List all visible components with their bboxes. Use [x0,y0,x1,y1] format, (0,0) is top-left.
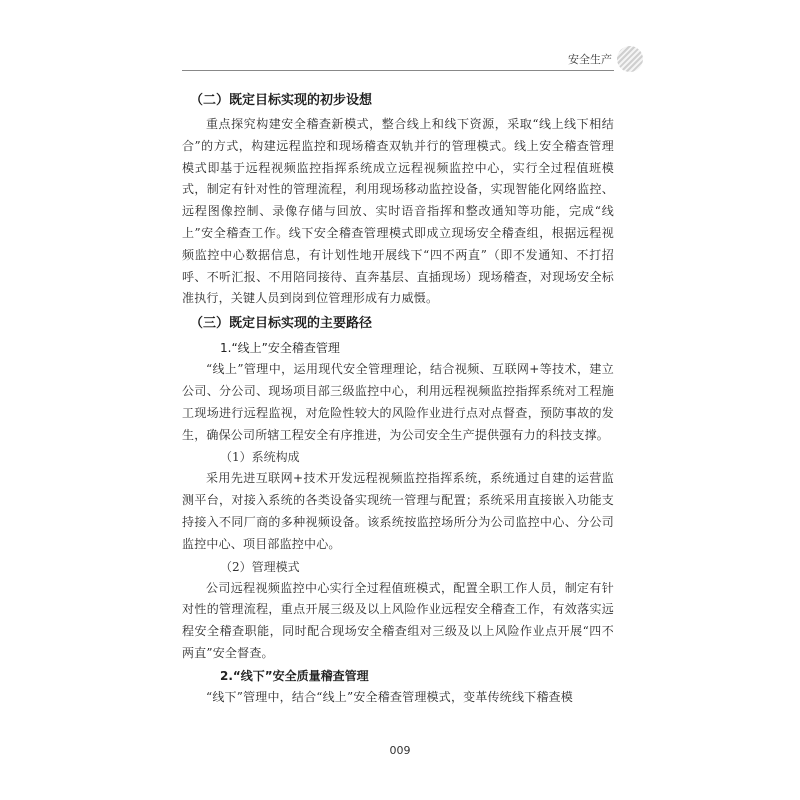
section-label: 安全生产 [568,53,612,66]
body-paragraph: 采用先进互联网+技术开发远程视频监控指挥系统，系统通过自建的运营监测平台，对接入系统的各类设备实现统一管理与配置；系统采用直接嵌入功能支持接入不同厂商的多种视频设备。该系统按监控场所分为公司监控中心、分公司监控中心、项目部监控中心。 [182,471,614,551]
section-heading-3: （三）既定目标实现的主要路径 [190,316,373,332]
section-heading-2: （二）既定目标实现的初步设想 [190,93,373,108]
item-title-management: （2）管理模式 [220,559,300,574]
body-paragraph: “线上”管理中，运用现代安全管理理论，结合视频、互联网+等技术，建立公司、分公司、现场项目部三级监控中心，利用远程视频监控指挥系统对工程施工现场进行远程监视，对危险性较大的风险作业进行点对点督查，预防事故的发生，确保公司所辖工程安全有序推进，为公司安全生产提供强有力的科技支撑。 [182,362,614,442]
body-paragraph: 公司远程视频监控中心实行全过程值班模式，配置全职工作人员，制定有针对性的管理流程，重点开展三级及以上风险作业远程安全稽查工作，有效落实远程安全稽查职能，同时配合现场安全稽查组对三级及以上风险作业点开展“四不两直”安全督查。 [182,580,614,660]
page-number: 009 [389,744,411,757]
header-divider [182,70,614,71]
page-header [0,0,800,80]
body-paragraph: “线下”管理中，结合“线上”安全稽查管理模式，变革传统线下稽查模 [206,689,573,704]
subsection-title-online: 1.“线上”安全稽查管理 [220,341,340,356]
body-paragraph: 重点探究构建安全稽查新模式，整合线上和线下资源，采取“线上线下相结合”的方式，构建远程监控和现场稽查双轨并行的管理模式。线上安全稽查管理模式即基于远程视频监控指挥系统成立远程视频监控中心，实行全过程值班模式，制定有针对性的管理流程，利用现场移动监控设备，实现智能化网络监控、远程图像控制、录像存储与回放、实时语音指挥和整改通知等功能，完成“线上”安全稽查工作。线下安全稽查管理模式即成立现场安全稽查组，根据远程视频监控中心数据信息，有计划性地开展线下“四不两直”（即不发通知、不打招呼、不听汇报、不用陪同接待、直奔基层、直插现场）现场稽查，对现场安全标准执行，关键人员到岗到位管理形成有力威慑。 [182,117,614,306]
subsection-title-offline: 2.“线下”安全质量稽查管理 [220,668,369,683]
item-title-system: （1）系统构成 [220,450,300,465]
page-body [182,87,614,709]
striped-circle-badge-icon [617,46,643,72]
